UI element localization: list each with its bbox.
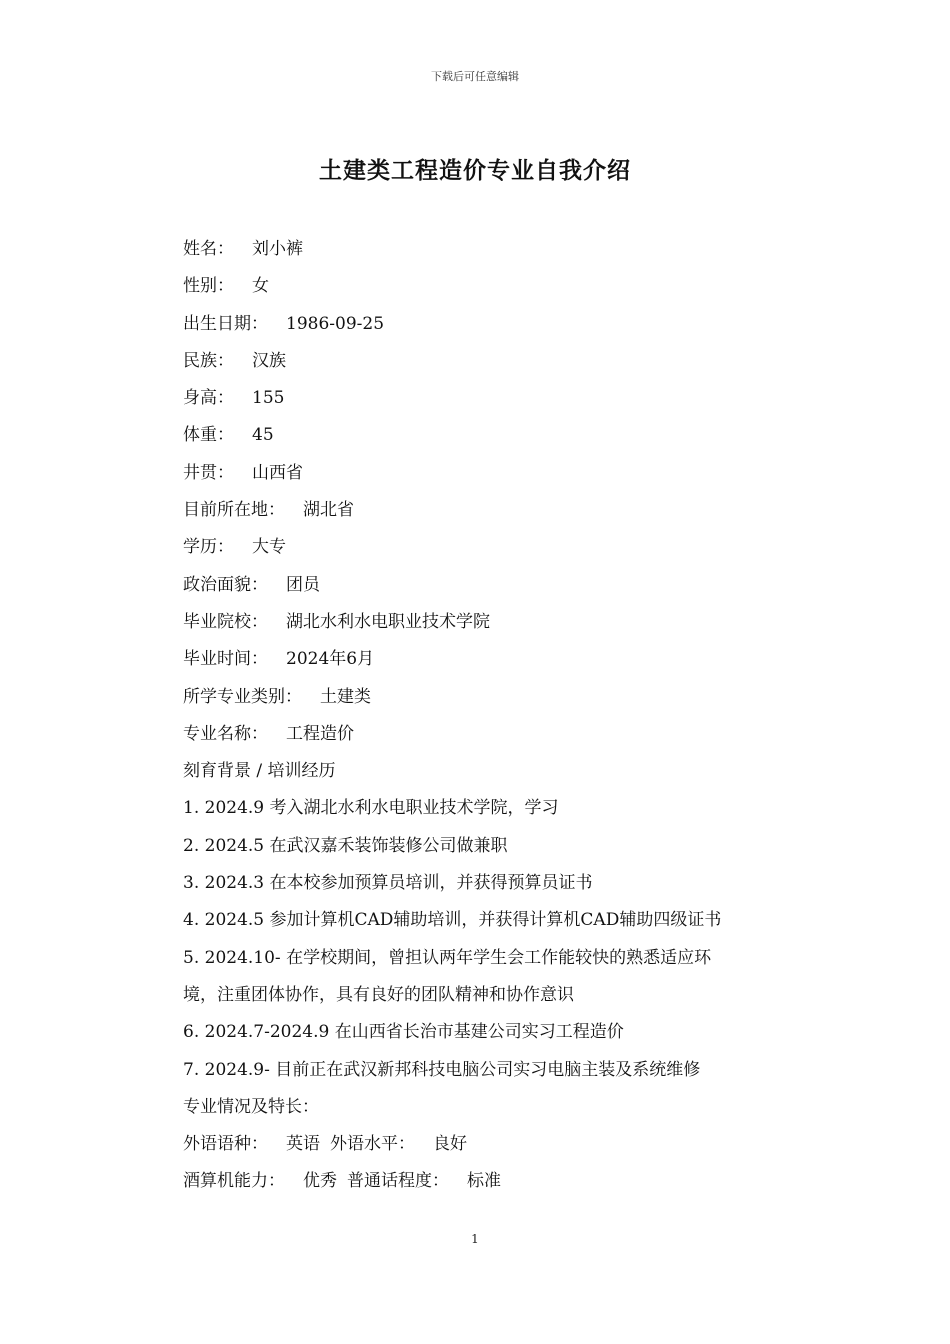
profile-height — [183, 380, 823, 417]
skills-heading: 专业情况及特长： — [183, 1096, 319, 1117]
profile-major-name — [183, 716, 823, 753]
field-label: 毕业院校： — [183, 611, 268, 632]
field-value: 土建类 — [320, 686, 371, 707]
field-value: 工程造价 — [286, 723, 354, 744]
skills-language — [183, 1126, 823, 1163]
field-value: 刘小裤 — [252, 239, 303, 259]
field-label: 身高： — [183, 388, 234, 409]
field-label: 体重： — [183, 425, 234, 446]
field-label: 所学专业类别： — [183, 686, 302, 707]
field-label: 专业名称： — [183, 723, 268, 744]
field-value: 1986-09-25 — [286, 313, 385, 334]
field-label: 毕业时间： — [183, 649, 268, 670]
header-note: 下载后可任意编辑 — [431, 70, 519, 83]
field-label: 姓名： — [183, 239, 234, 259]
document-body — [183, 231, 823, 1201]
field-value: 优秀 — [303, 1171, 337, 1192]
training-heading: 刻育背景 / 培训经历 — [183, 761, 336, 782]
field-value: 汉族 — [252, 350, 286, 371]
training-item: 5. 2024.10- 在学校期间，曾担认两年学生会工作能较快的熟悉适应环 — [183, 947, 712, 968]
skills-computer — [183, 1163, 823, 1200]
training-item: 4. 2024.5 参加计算机CAD辅助培训，并获得计算机CAD辅助四级证书 — [183, 910, 722, 931]
training-item-continued: 境，注重团体协作，具有良好的团队精神和协作意识 — [183, 984, 574, 1005]
profile-ethnicity — [183, 343, 823, 380]
field-value: 良好 — [433, 1134, 467, 1155]
field-label: 目前所在地： — [183, 500, 285, 521]
field-label: 民族： — [183, 350, 234, 371]
field-value: 湖北水利水电职业技术学院 — [286, 611, 490, 632]
field-label: 外语语种： — [183, 1134, 268, 1155]
training-item: 2. 2024.5 在武汉嘉禾装饰装修公司做兼职 — [183, 835, 508, 856]
field-label: 普通话程度： — [347, 1171, 449, 1192]
profile-native-place — [183, 455, 823, 492]
profile-political-status — [183, 567, 823, 604]
profile-major-category — [183, 679, 823, 716]
field-value: 团员 — [286, 574, 320, 595]
field-value: 英语 — [286, 1134, 320, 1155]
profile-name — [183, 231, 823, 268]
field-label: 井贯： — [183, 462, 234, 483]
field-value: 湖北省 — [303, 500, 354, 521]
field-value: 标准 — [467, 1171, 501, 1192]
training-item: 6. 2024.7-2024.9 在山西省长治市基建公司实习工程造价 — [183, 1022, 624, 1043]
profile-graduation-date — [183, 641, 823, 678]
profile-education — [183, 529, 823, 566]
training-item: 7. 2024.9- 目前正在武汉新邦科技电脑公司实习电脑主装及系统维修 — [183, 1059, 701, 1080]
training-item: 3. 2024.3 在本校参加预算员培训，并获得预算员证书 — [183, 873, 593, 894]
profile-weight — [183, 417, 823, 454]
field-value: 大专 — [252, 537, 286, 558]
page-number: 1 — [471, 1232, 479, 1246]
document-title: 土建类工程造价专业自我介绍 — [319, 157, 631, 184]
field-label: 学历： — [183, 537, 234, 558]
training-item: 1. 2024.9 考入湖北水利水电职业技术学院，学习 — [183, 798, 559, 819]
field-value: 山西省 — [252, 462, 303, 483]
field-label: 性别： — [183, 276, 234, 297]
profile-birthdate — [183, 306, 823, 343]
field-label: 外语水平： — [330, 1134, 415, 1155]
field-label: 出生日期： — [183, 313, 268, 334]
field-label: 酒算机能力： — [183, 1171, 285, 1192]
field-value: 2024年6月 — [286, 649, 375, 670]
profile-current-location — [183, 492, 823, 529]
field-value: 女 — [252, 276, 269, 297]
profile-school — [183, 604, 823, 641]
field-value: 45 — [252, 425, 274, 446]
field-label: 政治面貌： — [183, 574, 268, 595]
field-value: 155 — [252, 388, 285, 409]
profile-gender — [183, 268, 823, 305]
